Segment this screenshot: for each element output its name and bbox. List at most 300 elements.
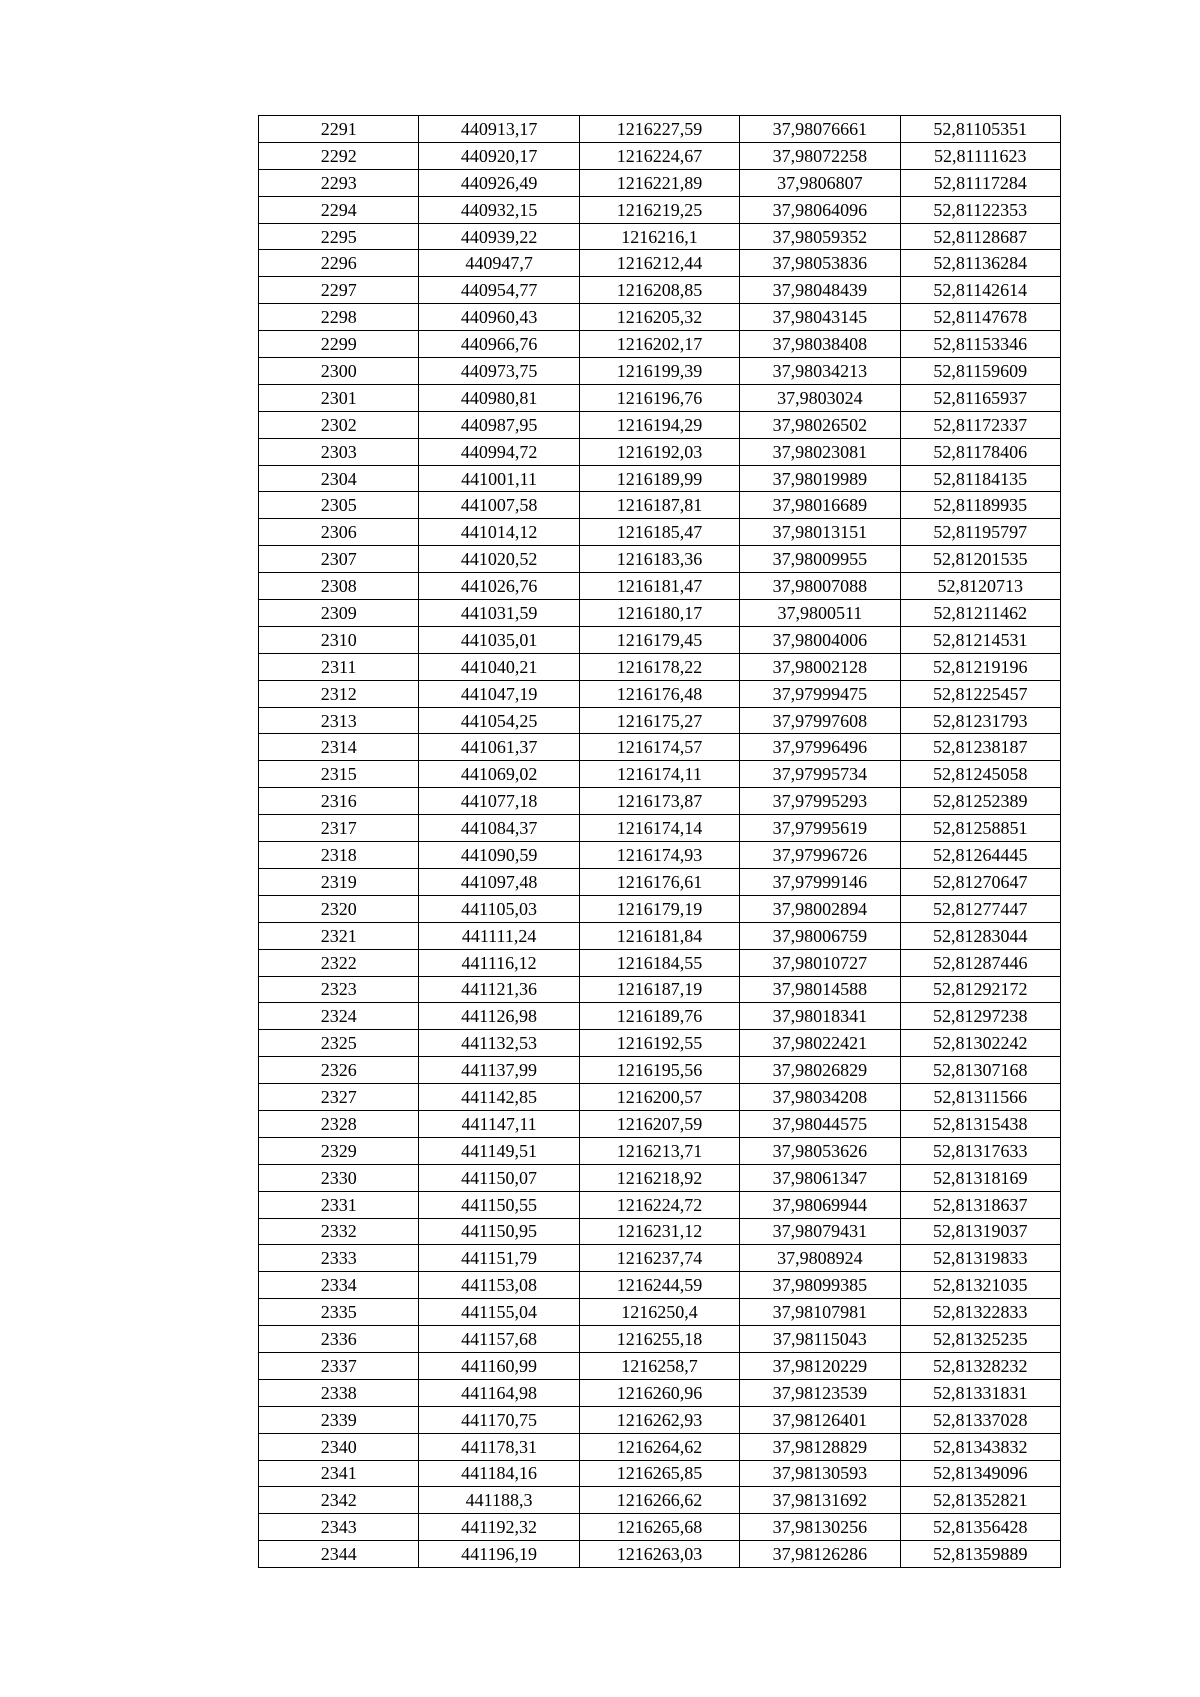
latitude-cell: 52,81122353	[900, 196, 1060, 223]
x-coordinate-cell: 441157,68	[419, 1326, 579, 1353]
point-number-cell: 2335	[259, 1299, 419, 1326]
y-coordinate-cell: 1216227,59	[579, 116, 739, 143]
x-coordinate-cell: 440939,22	[419, 223, 579, 250]
x-coordinate-cell: 440973,75	[419, 358, 579, 385]
y-coordinate-cell: 1216205,32	[579, 304, 739, 331]
point-number-cell: 2334	[259, 1272, 419, 1299]
coordinates-table-body	[259, 116, 1061, 1568]
latitude-cell: 52,81211462	[900, 600, 1060, 627]
y-coordinate-cell: 1216265,85	[579, 1460, 739, 1487]
x-coordinate-cell: 441147,11	[419, 1110, 579, 1137]
table-row	[259, 331, 1061, 358]
y-coordinate-cell: 1216192,55	[579, 1030, 739, 1057]
point-number-cell: 2341	[259, 1460, 419, 1487]
latitude-cell: 52,81317633	[900, 1137, 1060, 1164]
y-coordinate-cell: 1216258,7	[579, 1352, 739, 1379]
y-coordinate-cell: 1216179,45	[579, 626, 739, 653]
longitude-cell: 37,97995619	[740, 815, 900, 842]
longitude-cell: 37,98126286	[740, 1541, 900, 1568]
x-coordinate-cell: 440926,49	[419, 169, 579, 196]
y-coordinate-cell: 1216195,56	[579, 1057, 739, 1084]
longitude-cell: 37,98079431	[740, 1218, 900, 1245]
x-coordinate-cell: 441192,32	[419, 1514, 579, 1541]
y-coordinate-cell: 1216192,03	[579, 438, 739, 465]
y-coordinate-cell: 1216194,29	[579, 411, 739, 438]
y-coordinate-cell: 1216175,27	[579, 707, 739, 734]
longitude-cell: 37,97999146	[740, 868, 900, 895]
longitude-cell: 37,98043145	[740, 304, 900, 331]
latitude-cell: 52,81356428	[900, 1514, 1060, 1541]
latitude-cell: 52,81283044	[900, 922, 1060, 949]
longitude-cell: 37,98002128	[740, 653, 900, 680]
x-coordinate-cell: 441132,53	[419, 1030, 579, 1057]
y-coordinate-cell: 1216212,44	[579, 250, 739, 277]
y-coordinate-cell: 1216189,99	[579, 465, 739, 492]
table-row	[259, 868, 1061, 895]
longitude-cell: 37,98115043	[740, 1326, 900, 1353]
table-row	[259, 1487, 1061, 1514]
x-coordinate-cell: 441155,04	[419, 1299, 579, 1326]
longitude-cell: 37,98076661	[740, 116, 900, 143]
x-coordinate-cell: 441111,24	[419, 922, 579, 949]
y-coordinate-cell: 1216264,62	[579, 1433, 739, 1460]
y-coordinate-cell: 1216173,87	[579, 788, 739, 815]
y-coordinate-cell: 1216219,25	[579, 196, 739, 223]
x-coordinate-cell: 441014,12	[419, 519, 579, 546]
table-row	[259, 116, 1061, 143]
table-row	[259, 492, 1061, 519]
longitude-cell: 37,98023081	[740, 438, 900, 465]
y-coordinate-cell: 1216185,47	[579, 519, 739, 546]
point-number-cell: 2331	[259, 1191, 419, 1218]
x-coordinate-cell: 441151,79	[419, 1245, 579, 1272]
x-coordinate-cell: 441007,58	[419, 492, 579, 519]
latitude-cell: 52,81315438	[900, 1110, 1060, 1137]
point-number-cell: 2305	[259, 492, 419, 519]
y-coordinate-cell: 1216199,39	[579, 358, 739, 385]
latitude-cell: 52,81325235	[900, 1326, 1060, 1353]
longitude-cell: 37,98123539	[740, 1379, 900, 1406]
y-coordinate-cell: 1216237,74	[579, 1245, 739, 1272]
x-coordinate-cell: 440913,17	[419, 116, 579, 143]
table-row	[259, 895, 1061, 922]
table-row	[259, 196, 1061, 223]
y-coordinate-cell: 1216221,89	[579, 169, 739, 196]
point-number-cell: 2328	[259, 1110, 419, 1137]
table-row	[259, 653, 1061, 680]
y-coordinate-cell: 1216200,57	[579, 1084, 739, 1111]
x-coordinate-cell: 441164,98	[419, 1379, 579, 1406]
latitude-cell: 52,81343832	[900, 1433, 1060, 1460]
latitude-cell: 52,81318169	[900, 1164, 1060, 1191]
table-row	[259, 1514, 1061, 1541]
point-number-cell: 2304	[259, 465, 419, 492]
table-row	[259, 1326, 1061, 1353]
point-number-cell: 2320	[259, 895, 419, 922]
table-row	[259, 1164, 1061, 1191]
longitude-cell: 37,98038408	[740, 331, 900, 358]
latitude-cell: 52,81287446	[900, 949, 1060, 976]
y-coordinate-cell: 1216224,67	[579, 142, 739, 169]
latitude-cell: 52,81258851	[900, 815, 1060, 842]
longitude-cell: 37,9803024	[740, 384, 900, 411]
y-coordinate-cell: 1216260,96	[579, 1379, 739, 1406]
x-coordinate-cell: 441020,52	[419, 546, 579, 573]
longitude-cell: 37,97997608	[740, 707, 900, 734]
point-number-cell: 2300	[259, 358, 419, 385]
table-row	[259, 1272, 1061, 1299]
latitude-cell: 52,81307168	[900, 1057, 1060, 1084]
latitude-cell: 52,8120713	[900, 573, 1060, 600]
longitude-cell: 37,98002894	[740, 895, 900, 922]
x-coordinate-cell: 440954,77	[419, 277, 579, 304]
x-coordinate-cell: 441150,95	[419, 1218, 579, 1245]
x-coordinate-cell: 441090,59	[419, 842, 579, 869]
longitude-cell: 37,97995734	[740, 761, 900, 788]
point-number-cell: 2293	[259, 169, 419, 196]
y-coordinate-cell: 1216218,92	[579, 1164, 739, 1191]
point-number-cell: 2329	[259, 1137, 419, 1164]
latitude-cell: 52,81214531	[900, 626, 1060, 653]
point-number-cell: 2319	[259, 868, 419, 895]
longitude-cell: 37,97995293	[740, 788, 900, 815]
latitude-cell: 52,81319833	[900, 1245, 1060, 1272]
point-number-cell: 2322	[259, 949, 419, 976]
y-coordinate-cell: 1216178,22	[579, 653, 739, 680]
x-coordinate-cell: 440920,17	[419, 142, 579, 169]
point-number-cell: 2318	[259, 842, 419, 869]
y-coordinate-cell: 1216187,19	[579, 976, 739, 1003]
point-number-cell: 2302	[259, 411, 419, 438]
table-row	[259, 600, 1061, 627]
latitude-cell: 52,81142614	[900, 277, 1060, 304]
x-coordinate-cell: 441196,19	[419, 1541, 579, 1568]
table-row	[259, 304, 1061, 331]
x-coordinate-cell: 440960,43	[419, 304, 579, 331]
x-coordinate-cell: 440966,76	[419, 331, 579, 358]
point-number-cell: 2299	[259, 331, 419, 358]
longitude-cell: 37,98059352	[740, 223, 900, 250]
y-coordinate-cell: 1216174,93	[579, 842, 739, 869]
point-number-cell: 2317	[259, 815, 419, 842]
x-coordinate-cell: 441105,03	[419, 895, 579, 922]
x-coordinate-cell: 440994,72	[419, 438, 579, 465]
y-coordinate-cell: 1216181,47	[579, 573, 739, 600]
point-number-cell: 2343	[259, 1514, 419, 1541]
point-number-cell: 2324	[259, 1003, 419, 1030]
table-row	[259, 1084, 1061, 1111]
point-number-cell: 2312	[259, 680, 419, 707]
longitude-cell: 37,98007088	[740, 573, 900, 600]
latitude-cell: 52,81328232	[900, 1352, 1060, 1379]
x-coordinate-cell: 441137,99	[419, 1057, 579, 1084]
coordinates-table	[258, 115, 1061, 1568]
point-number-cell: 2315	[259, 761, 419, 788]
table-row	[259, 949, 1061, 976]
longitude-cell: 37,98130593	[740, 1460, 900, 1487]
y-coordinate-cell: 1216265,68	[579, 1514, 739, 1541]
x-coordinate-cell: 441040,21	[419, 653, 579, 680]
x-coordinate-cell: 441026,76	[419, 573, 579, 600]
x-coordinate-cell: 441150,07	[419, 1164, 579, 1191]
y-coordinate-cell: 1216216,1	[579, 223, 739, 250]
longitude-cell: 37,98026502	[740, 411, 900, 438]
longitude-cell: 37,98072258	[740, 142, 900, 169]
longitude-cell: 37,98053836	[740, 250, 900, 277]
table-row	[259, 1245, 1061, 1272]
longitude-cell: 37,98053626	[740, 1137, 900, 1164]
table-row	[259, 465, 1061, 492]
y-coordinate-cell: 1216183,36	[579, 546, 739, 573]
point-number-cell: 2311	[259, 653, 419, 680]
table-row	[259, 250, 1061, 277]
point-number-cell: 2332	[259, 1218, 419, 1245]
x-coordinate-cell: 440987,95	[419, 411, 579, 438]
table-row	[259, 546, 1061, 573]
longitude-cell: 37,98006759	[740, 922, 900, 949]
latitude-cell: 52,81159609	[900, 358, 1060, 385]
x-coordinate-cell: 441121,36	[419, 976, 579, 1003]
point-number-cell: 2325	[259, 1030, 419, 1057]
table-row	[259, 1406, 1061, 1433]
y-coordinate-cell: 1216180,17	[579, 600, 739, 627]
latitude-cell: 52,81219196	[900, 653, 1060, 680]
latitude-cell: 52,81331831	[900, 1379, 1060, 1406]
y-coordinate-cell: 1216250,4	[579, 1299, 739, 1326]
longitude-cell: 37,9808924	[740, 1245, 900, 1272]
table-row	[259, 223, 1061, 250]
x-coordinate-cell: 441126,98	[419, 1003, 579, 1030]
x-coordinate-cell: 441035,01	[419, 626, 579, 653]
longitude-cell: 37,98009955	[740, 546, 900, 573]
table-row	[259, 922, 1061, 949]
y-coordinate-cell: 1216174,14	[579, 815, 739, 842]
latitude-cell: 52,81238187	[900, 734, 1060, 761]
y-coordinate-cell: 1216231,12	[579, 1218, 739, 1245]
point-number-cell: 2295	[259, 223, 419, 250]
latitude-cell: 52,81252389	[900, 788, 1060, 815]
table-row	[259, 842, 1061, 869]
table-row	[259, 384, 1061, 411]
longitude-cell: 37,98064096	[740, 196, 900, 223]
latitude-cell: 52,81311566	[900, 1084, 1060, 1111]
longitude-cell: 37,98018341	[740, 1003, 900, 1030]
y-coordinate-cell: 1216189,76	[579, 1003, 739, 1030]
longitude-cell: 37,98130256	[740, 1514, 900, 1541]
x-coordinate-cell: 440980,81	[419, 384, 579, 411]
latitude-cell: 52,81128687	[900, 223, 1060, 250]
latitude-cell: 52,81337028	[900, 1406, 1060, 1433]
point-number-cell: 2313	[259, 707, 419, 734]
y-coordinate-cell: 1216174,57	[579, 734, 739, 761]
x-coordinate-cell: 441054,25	[419, 707, 579, 734]
y-coordinate-cell: 1216184,55	[579, 949, 739, 976]
table-row	[259, 1352, 1061, 1379]
table-row	[259, 358, 1061, 385]
table-row	[259, 1191, 1061, 1218]
latitude-cell: 52,81277447	[900, 895, 1060, 922]
y-coordinate-cell: 1216176,61	[579, 868, 739, 895]
point-number-cell: 2330	[259, 1164, 419, 1191]
point-number-cell: 2292	[259, 142, 419, 169]
latitude-cell: 52,81153346	[900, 331, 1060, 358]
point-number-cell: 2309	[259, 600, 419, 627]
point-number-cell: 2297	[259, 277, 419, 304]
x-coordinate-cell: 441077,18	[419, 788, 579, 815]
table-row	[259, 1030, 1061, 1057]
table-row	[259, 1218, 1061, 1245]
latitude-cell: 52,81136284	[900, 250, 1060, 277]
x-coordinate-cell: 440932,15	[419, 196, 579, 223]
point-number-cell: 2344	[259, 1541, 419, 1568]
x-coordinate-cell: 441031,59	[419, 600, 579, 627]
table-row	[259, 761, 1061, 788]
longitude-cell: 37,98016689	[740, 492, 900, 519]
table-row	[259, 1137, 1061, 1164]
point-number-cell: 2307	[259, 546, 419, 573]
y-coordinate-cell: 1216208,85	[579, 277, 739, 304]
table-row	[259, 519, 1061, 546]
x-coordinate-cell: 441116,12	[419, 949, 579, 976]
table-row	[259, 788, 1061, 815]
table-row	[259, 169, 1061, 196]
point-number-cell: 2316	[259, 788, 419, 815]
latitude-cell: 52,81201535	[900, 546, 1060, 573]
latitude-cell: 52,81297238	[900, 1003, 1060, 1030]
latitude-cell: 52,81178406	[900, 438, 1060, 465]
table-row	[259, 1433, 1061, 1460]
table-row	[259, 1057, 1061, 1084]
point-number-cell: 2338	[259, 1379, 419, 1406]
point-number-cell: 2333	[259, 1245, 419, 1272]
y-coordinate-cell: 1216207,59	[579, 1110, 739, 1137]
x-coordinate-cell: 441001,11	[419, 465, 579, 492]
longitude-cell: 37,98026829	[740, 1057, 900, 1084]
latitude-cell: 52,81165937	[900, 384, 1060, 411]
latitude-cell: 52,81270647	[900, 868, 1060, 895]
y-coordinate-cell: 1216255,18	[579, 1326, 739, 1353]
point-number-cell: 2327	[259, 1084, 419, 1111]
point-number-cell: 2298	[259, 304, 419, 331]
latitude-cell: 52,81189935	[900, 492, 1060, 519]
latitude-cell: 52,81172337	[900, 411, 1060, 438]
x-coordinate-cell: 441178,31	[419, 1433, 579, 1460]
latitude-cell: 52,81349096	[900, 1460, 1060, 1487]
latitude-cell: 52,81292172	[900, 976, 1060, 1003]
y-coordinate-cell: 1216176,48	[579, 680, 739, 707]
table-row	[259, 1299, 1061, 1326]
y-coordinate-cell: 1216187,81	[579, 492, 739, 519]
point-number-cell: 2340	[259, 1433, 419, 1460]
point-number-cell: 2303	[259, 438, 419, 465]
x-coordinate-cell: 440947,7	[419, 250, 579, 277]
point-number-cell: 2337	[259, 1352, 419, 1379]
table-row	[259, 411, 1061, 438]
latitude-cell: 52,81184135	[900, 465, 1060, 492]
longitude-cell: 37,98099385	[740, 1272, 900, 1299]
table-row	[259, 976, 1061, 1003]
x-coordinate-cell: 441084,37	[419, 815, 579, 842]
x-coordinate-cell: 441097,48	[419, 868, 579, 895]
point-number-cell: 2323	[259, 976, 419, 1003]
latitude-cell: 52,81195797	[900, 519, 1060, 546]
x-coordinate-cell: 441142,85	[419, 1084, 579, 1111]
table-row	[259, 734, 1061, 761]
latitude-cell: 52,81319037	[900, 1218, 1060, 1245]
longitude-cell: 37,98131692	[740, 1487, 900, 1514]
x-coordinate-cell: 441149,51	[419, 1137, 579, 1164]
x-coordinate-cell: 441047,19	[419, 680, 579, 707]
latitude-cell: 52,81318637	[900, 1191, 1060, 1218]
y-coordinate-cell: 1216262,93	[579, 1406, 739, 1433]
point-number-cell: 2321	[259, 922, 419, 949]
y-coordinate-cell: 1216213,71	[579, 1137, 739, 1164]
table-row	[259, 277, 1061, 304]
point-number-cell: 2306	[259, 519, 419, 546]
longitude-cell: 37,98010727	[740, 949, 900, 976]
longitude-cell: 37,98013151	[740, 519, 900, 546]
x-coordinate-cell: 441150,55	[419, 1191, 579, 1218]
latitude-cell: 52,81322833	[900, 1299, 1060, 1326]
x-coordinate-cell: 441153,08	[419, 1272, 579, 1299]
table-row	[259, 1110, 1061, 1137]
y-coordinate-cell: 1216179,19	[579, 895, 739, 922]
longitude-cell: 37,97996496	[740, 734, 900, 761]
longitude-cell: 37,98107981	[740, 1299, 900, 1326]
table-row	[259, 815, 1061, 842]
latitude-cell: 52,81359889	[900, 1541, 1060, 1568]
point-number-cell: 2310	[259, 626, 419, 653]
point-number-cell: 2339	[259, 1406, 419, 1433]
longitude-cell: 37,98069944	[740, 1191, 900, 1218]
y-coordinate-cell: 1216174,11	[579, 761, 739, 788]
table-row	[259, 1541, 1061, 1568]
point-number-cell: 2314	[259, 734, 419, 761]
y-coordinate-cell: 1216266,62	[579, 1487, 739, 1514]
x-coordinate-cell: 441188,3	[419, 1487, 579, 1514]
table-row	[259, 1003, 1061, 1030]
point-number-cell: 2326	[259, 1057, 419, 1084]
latitude-cell: 52,81245058	[900, 761, 1060, 788]
longitude-cell: 37,9800511	[740, 600, 900, 627]
longitude-cell: 37,9806807	[740, 169, 900, 196]
longitude-cell: 37,98044575	[740, 1110, 900, 1137]
latitude-cell: 52,81264445	[900, 842, 1060, 869]
longitude-cell: 37,98034213	[740, 358, 900, 385]
longitude-cell: 37,98120229	[740, 1352, 900, 1379]
table-row	[259, 1379, 1061, 1406]
table-row	[259, 438, 1061, 465]
latitude-cell: 52,81117284	[900, 169, 1060, 196]
longitude-cell: 37,98034208	[740, 1084, 900, 1111]
longitude-cell: 37,98128829	[740, 1433, 900, 1460]
point-number-cell: 2296	[259, 250, 419, 277]
y-coordinate-cell: 1216196,76	[579, 384, 739, 411]
point-number-cell: 2291	[259, 116, 419, 143]
latitude-cell: 52,81111623	[900, 142, 1060, 169]
point-number-cell: 2342	[259, 1487, 419, 1514]
x-coordinate-cell: 441184,16	[419, 1460, 579, 1487]
x-coordinate-cell: 441160,99	[419, 1352, 579, 1379]
table-row	[259, 680, 1061, 707]
table-row	[259, 707, 1061, 734]
longitude-cell: 37,98048439	[740, 277, 900, 304]
table-row	[259, 142, 1061, 169]
y-coordinate-cell: 1216181,84	[579, 922, 739, 949]
point-number-cell: 2336	[259, 1326, 419, 1353]
latitude-cell: 52,81225457	[900, 680, 1060, 707]
latitude-cell: 52,81147678	[900, 304, 1060, 331]
